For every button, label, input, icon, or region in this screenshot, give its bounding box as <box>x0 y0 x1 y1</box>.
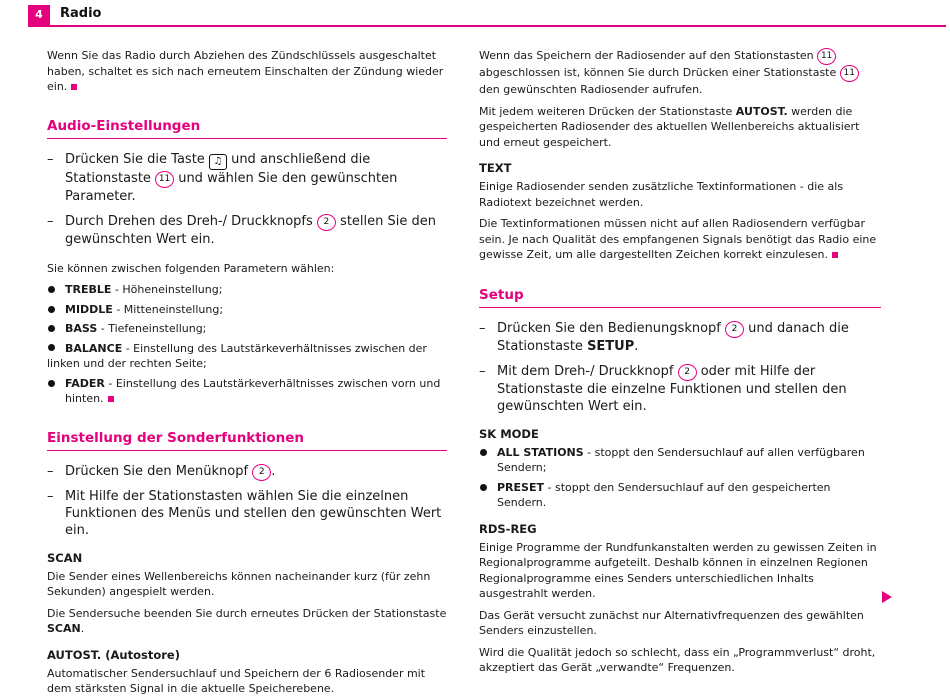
station-button-number: 11 <box>155 171 174 188</box>
text-paragraph: Einige Radiosender senden zusätzliche Textinformationen - die als Radiotext bezeichnet werden. <box>479 180 844 209</box>
section-end-mark <box>108 396 114 402</box>
rds-paragraph: Einige Programme der Rundfunkanstalten werden zu gewissen Zeiten in Regionalprogramme aufgeteilt. Deshalb können in einzelnen Regionen Regionalprogramme eines Senders unterschiedlichen Inhalts ausgestrahlt werden. <box>479 540 877 600</box>
param-item: BASS - Tiefeneinstellung; <box>47 321 447 337</box>
next-page-arrow-icon <box>882 591 892 603</box>
station-button-number: 11 <box>817 48 836 65</box>
section-title-setup: Setup <box>479 286 881 308</box>
knob-number: 2 <box>678 364 697 381</box>
scan-paragraph: Die Sendersuche beenden Sie durch erneutes Drücken der Stationstaste SCAN. <box>47 606 447 635</box>
instruction-step: – Drücken Sie die Taste ♫ und anschließend die Stationstaste 11 und wählen Sie den gewünschten Parameter. <box>47 151 398 204</box>
instruction-step: – Drücken Sie den Menüknopf 2 . <box>47 463 276 479</box>
page-header <box>0 0 950 28</box>
subheading-text: TEXT <box>479 161 512 175</box>
instruction-step: – Drücken Sie den Bedienungsknopf 2 und danach die Stationstaste SETUP. <box>479 320 849 354</box>
page-number: 4 <box>28 5 50 25</box>
section-title-audio: Audio-Einstellungen <box>47 117 447 139</box>
param-item: BALANCE - Einstellung des Lautstärkeverhältnisses zwischen der linken und der rechten Seite; <box>47 341 427 370</box>
scan-paragraph: Die Sender eines Wellenbereichs können nacheinander kurz (für zehn Sekunden) angespielt werden. <box>47 569 431 598</box>
left-column <box>47 48 447 697</box>
station-button-number: 11 <box>840 65 859 82</box>
subheading-rds-reg: RDS-REG <box>479 521 537 536</box>
subheading-scan: SCAN <box>47 550 83 565</box>
sk-mode-item: ALL STATIONS - stoppt den Sendersuchlauf auf allen verfügbaren Sendern; <box>479 445 881 476</box>
knob-number: 2 <box>252 464 271 481</box>
param-item: FADER - Einstellung des Lautstärkeverhältnisses zwischen vorn und hinten. <box>47 376 447 407</box>
subheading-autost: AUTOST. (Autostore) <box>47 647 180 662</box>
music-key-icon: ♫ <box>209 154 227 170</box>
intro-paragraph: Wenn Sie das Radio durch Abziehen des Zündschlüssels ausgeschaltet haben, schaltet es sich nach erneutem Einschalten der Zündung wieder ein. <box>47 49 444 93</box>
param-item: TREBLE - Höheneinstellung; <box>47 282 447 298</box>
subheading-sk-mode: SK MODE <box>479 426 539 441</box>
params-lead: Sie können zwischen folgenden Parametern wählen: <box>47 261 335 275</box>
header-rule <box>28 25 946 27</box>
sk-mode-item: PRESET - stoppt den Sendersuchlauf auf den gespeicherten Sendern. <box>479 480 881 511</box>
param-item: MIDDLE - Mitteneinstellung; <box>47 302 447 318</box>
rds-paragraph: Wird die Qualität jedoch so schlecht, dass ein „Programmverlust“ droht, akzeptiert das Gerät „verwandte“ Frequenzen. <box>479 645 876 674</box>
instruction-step: – Mit dem Dreh-/ Druckknopf 2 oder mit Hilfe der Stationstaste die einzelne Funktionen und stellen den gewünschten Wert ein. <box>479 363 847 414</box>
section-end-mark <box>71 84 77 90</box>
instruction-step: – Durch Drehen des Dreh-/ Druckknopfs 2 stellen Sie den gewünschten Wert ein. <box>47 213 436 247</box>
rds-paragraph: Das Gerät versucht zunächst nur Alternativfrequenzen des gewählten Senders einzustellen. <box>479 608 864 637</box>
text-paragraph: Die Textinformationen müssen nicht auf allen Radiosendern verfügbar sein. Je nach Qualität des empfangenen Signals benötigt das Radio eine gewisse Zeit, um alle dargestellten Zeichen korrekt einzulesen. <box>479 217 877 261</box>
autost-update-paragraph: Mit jedem weiteren Drücken der Stationstaste AUTOST. werden die gespeicherten Radiosender des aktuellen Wellenbereichs aktualisiert und erneut gespeichert. <box>479 104 860 149</box>
section-end-mark <box>832 252 838 258</box>
right-column <box>479 48 881 676</box>
knob-number: 2 <box>317 214 336 231</box>
autost-paragraph: Automatischer Sendersuchlauf und Speichern der 6 Radiosender mit dem stärksten Signal in die aktuelle Speicherebene. <box>47 666 426 695</box>
section-title-special: Einstellung der Sonderfunktionen <box>47 429 447 451</box>
instruction-step: – Mit Hilfe der Stationstasten wählen Sie die einzelnen Funktionen des Menüs und stellen den gewünschten Wert ein. <box>47 488 442 538</box>
page-header-title: Radio <box>60 6 102 21</box>
autost-result-paragraph: Wenn das Speichern der Radiosender auf den Stationstasten 11 abgeschlossen ist, können Sie durch Drücken einer Stationstaste 11 den gewünschten Radiosender aufrufen. <box>479 48 881 98</box>
knob-number: 2 <box>725 321 744 338</box>
